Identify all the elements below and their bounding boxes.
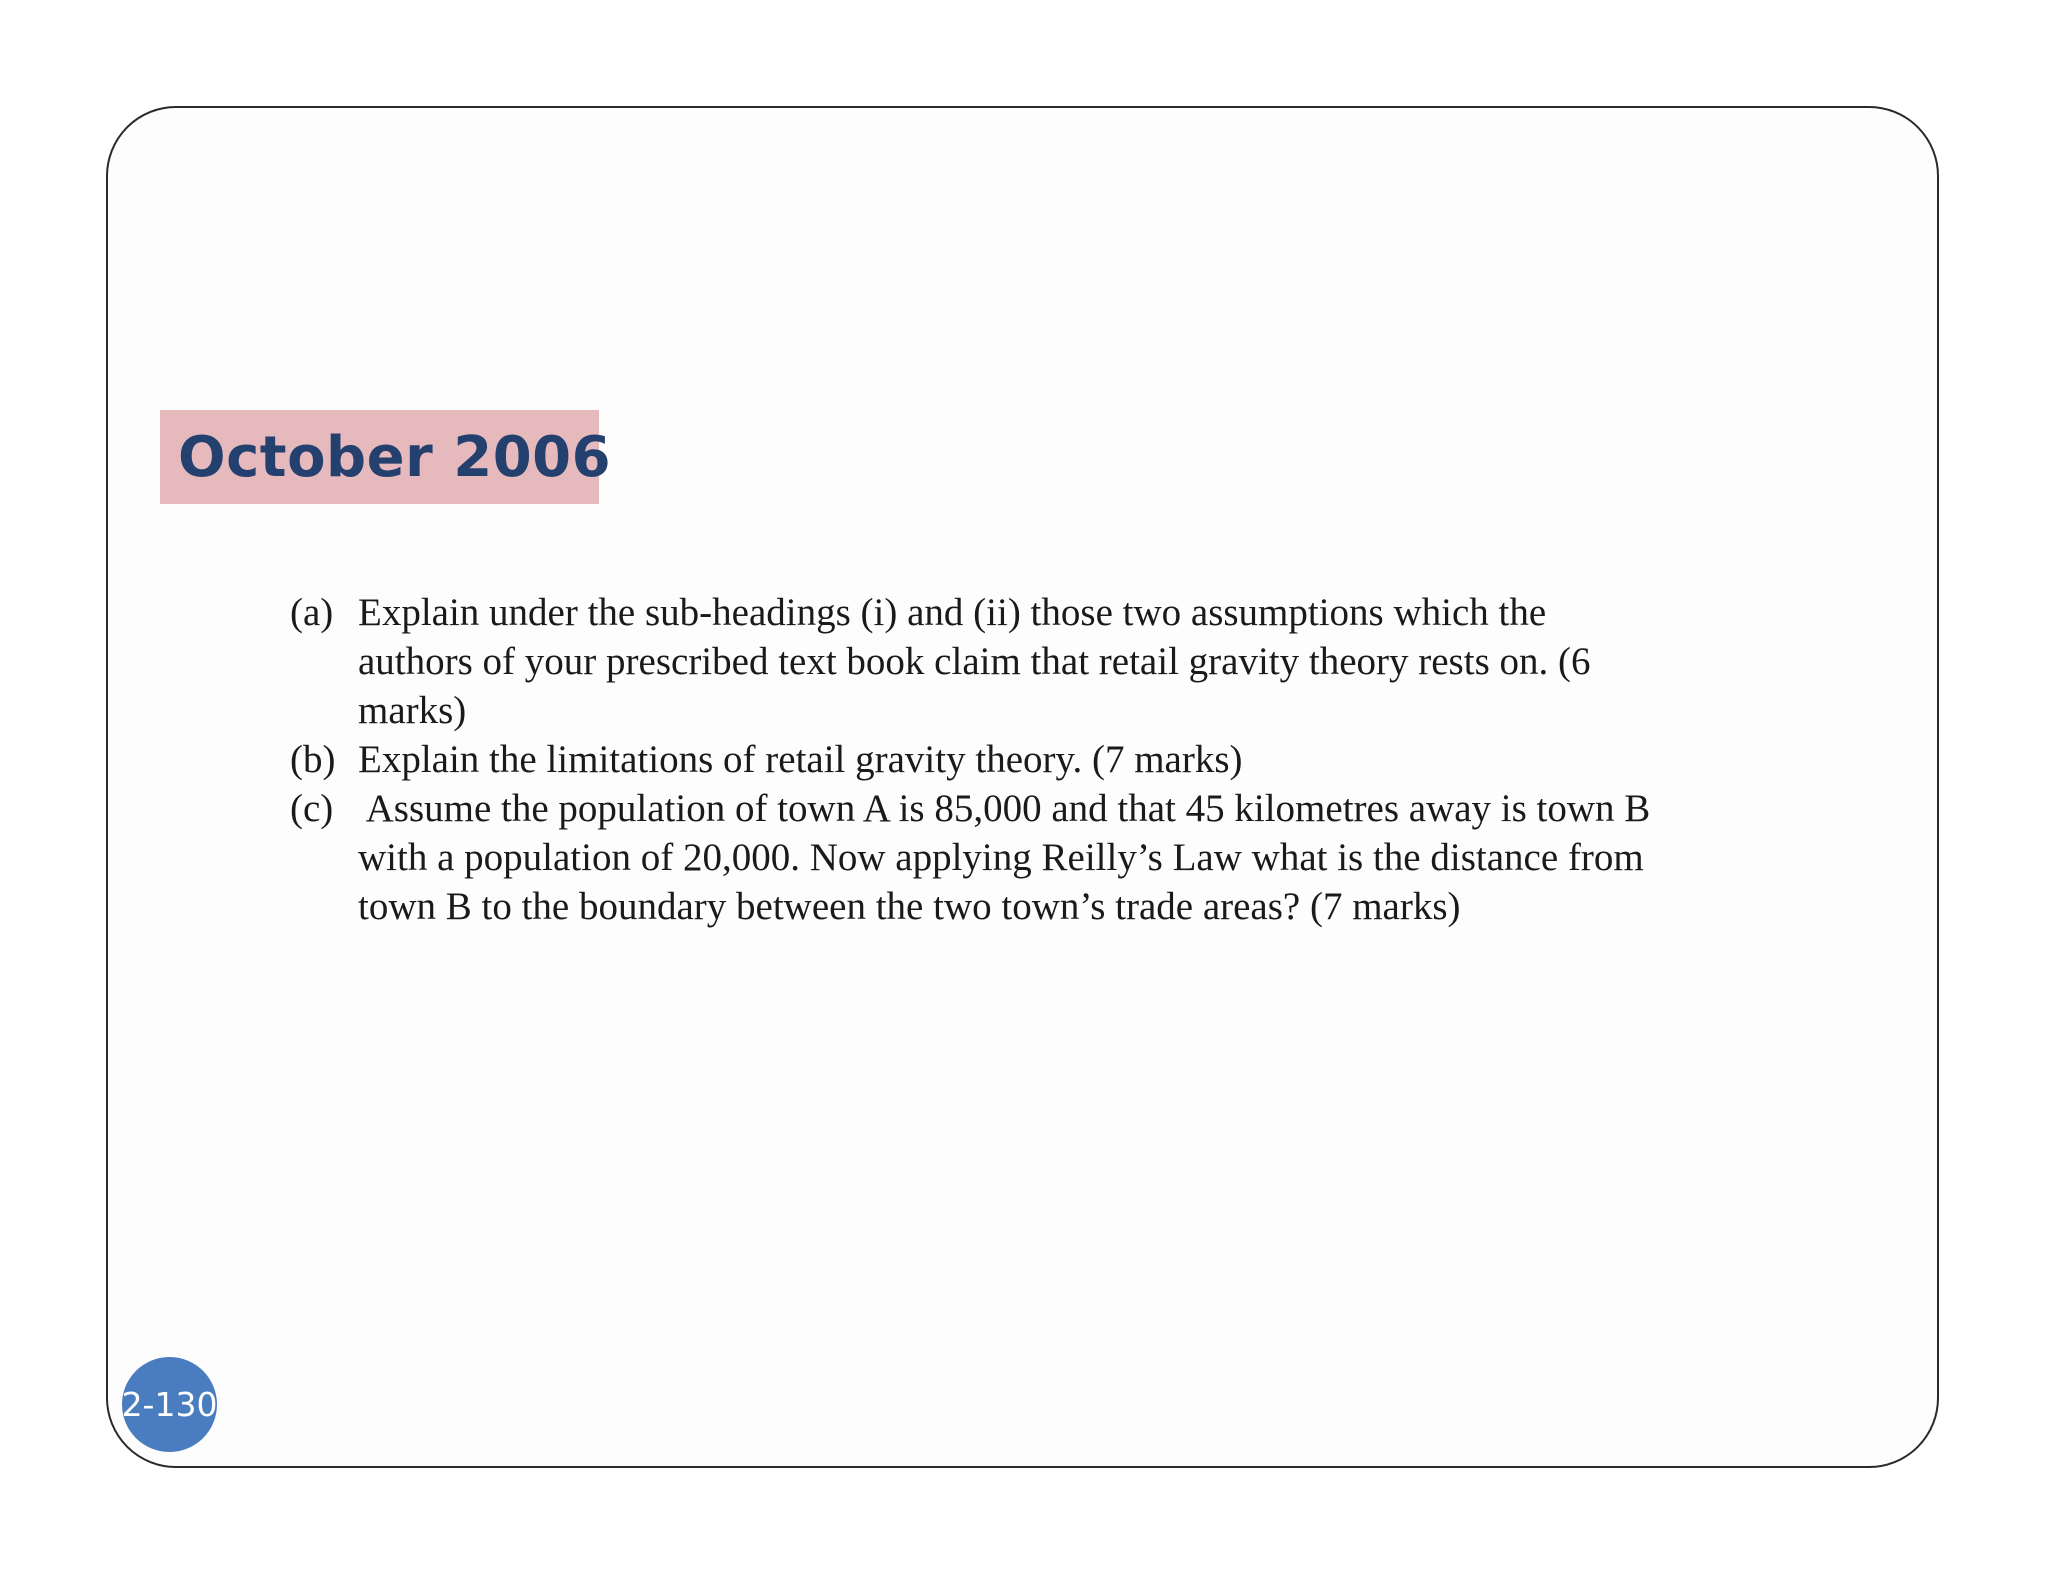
title-banner [160, 410, 612, 504]
question-text [358, 588, 1820, 735]
question-text [358, 784, 1820, 931]
question-line: Explain under the sub-headings (i) and (ii) those two assumptions which the [358, 591, 1547, 634]
question-marker: (a) [290, 591, 334, 634]
question-line: authors of your prescribed text book claim that retail gravity theory rests on. (6 [358, 640, 1591, 683]
question-line: marks) [358, 689, 467, 732]
question-list [290, 588, 1820, 931]
question-text [358, 735, 1820, 784]
question-line: with a population of 20,000. Now applying Reilly’s Law what is the distance from [358, 836, 1644, 879]
question-line: Assume the population of town A is 85,000 and that 45 kilometres away is town B [358, 787, 1651, 830]
question-b [290, 735, 1820, 784]
question-marker: (c) [290, 787, 334, 830]
question-line: Explain the limitations of retail gravity theory. (7 marks) [358, 738, 1243, 781]
slide-title: October 2006 [178, 424, 612, 490]
question-marker: (b) [290, 738, 336, 781]
question-a [290, 588, 1820, 735]
question-c [290, 784, 1820, 931]
question-line: town B to the boundary between the two town’s trade areas? (7 marks) [358, 885, 1461, 928]
page-number: 2-130 [121, 1385, 218, 1424]
page-number-badge [122, 1357, 217, 1452]
